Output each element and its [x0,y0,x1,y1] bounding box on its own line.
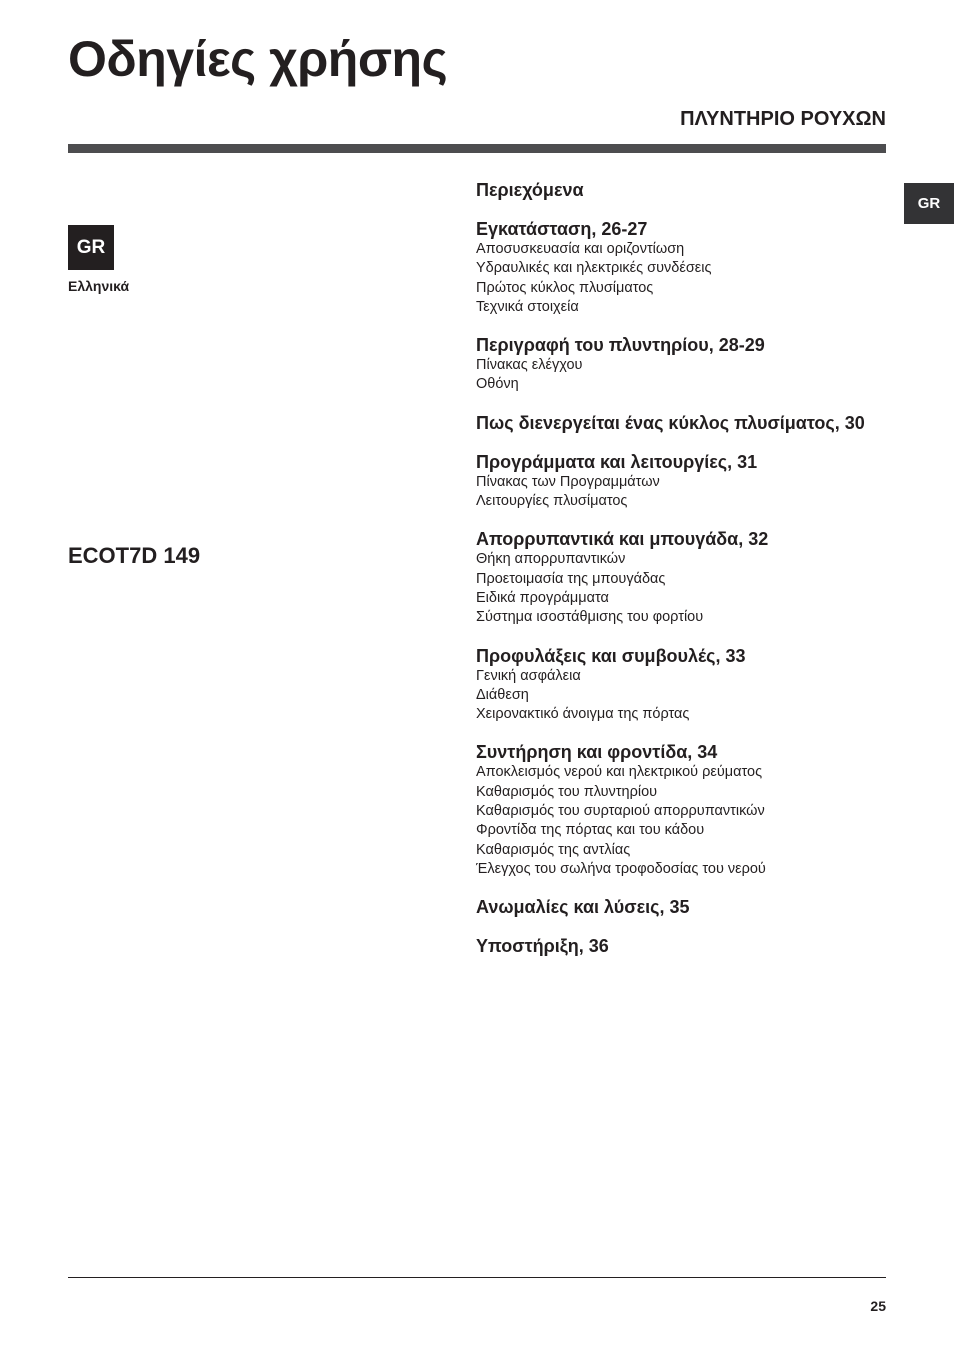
toc-item[interactable]: Χειρονακτικό άνοιγμα της πόρτας [476,706,690,723]
toc-item[interactable]: Πίνακας των Προγραμμάτων [476,473,660,490]
toc-item[interactable]: Πίνακας ελέγχου [476,357,583,374]
toc-item[interactable]: Διάθεση [476,686,529,703]
footer-divider [68,1277,886,1278]
toc-section [476,334,896,395]
toc-section-title[interactable]: Εγκατάσταση, 26-27 [476,219,648,239]
language-side-tab[interactable]: GR [904,183,954,224]
toc-item[interactable]: Έλεγχος του σωλήνα τροφοδοσίας του νερού [476,860,766,877]
toc-sections [476,218,896,957]
toc-section [476,451,896,512]
toc-item[interactable]: Αποσυσκευασία και οριζοντίωση [476,241,685,257]
toc-section [476,528,896,627]
toc-item[interactable]: Υδραυλικές και ηλεκτρικές συνδέσεις [476,260,712,277]
toc-item[interactable]: Ειδικά προγράμματα [476,589,609,606]
toc-section-title[interactable]: Πως διενεργείται ένας κύκλος πλυσίματος, 30 [476,412,865,433]
toc-section-title[interactable]: Απορρυπαντικά και μπουγάδα, 32 [476,529,769,550]
toc-section-title[interactable]: Προγράμματα και λειτουργίες, 31 [476,451,758,472]
toc-item[interactable]: Γενική ασφάλεια [476,667,581,684]
toc-item[interactable]: Φροντίδα της πόρτας και του κάδου [476,822,705,839]
toc-item[interactable]: Θήκη απορρυπαντικών [476,551,626,568]
toc-item[interactable]: Τεχνικά στοιχεία [476,298,579,315]
toc-heading: Περιεχόμενα [476,180,584,200]
toc-item[interactable]: Λειτουργίες πλυσίματος [476,493,628,510]
language-badge: GR [68,225,114,270]
model-number: ECOT7D 149 [68,543,201,568]
toc-section [476,412,896,434]
toc-section-title[interactable]: Υποστήριξη, 36 [476,936,609,957]
toc-item[interactable]: Καθαρισμός του πλυντηρίου [476,783,658,800]
toc-section [476,645,896,725]
header-divider [68,144,886,153]
toc-section-title[interactable]: Περιγραφή του πλυντηρίου, 28-29 [476,335,765,356]
page-number: 25 [870,1298,886,1314]
toc-section-title[interactable]: Ανωμαλίες και λύσεις, 35 [476,897,690,918]
document-title: Οδηγίες χρήσης [68,31,448,87]
toc-section [476,218,896,317]
toc-item[interactable]: Αποκλεισμός νερού και ηλεκτρικού ρεύματος [476,764,763,781]
table-of-contents [476,179,896,974]
toc-section [476,896,896,918]
toc-item[interactable]: Σύστημα ισοστάθμισης του φορτίου [476,609,704,626]
toc-item[interactable]: Πρώτος κύκλος πλυσίματος [476,279,654,296]
toc-item[interactable]: Οθόνη [476,376,519,393]
toc-item[interactable]: Καθαρισμός του συρταριού απορρυπαντικών [476,803,765,820]
language-label: Ελληνικά [68,278,130,294]
toc-section [476,741,896,879]
toc-section-title[interactable]: Συντήρηση και φροντίδα, 34 [476,742,718,763]
toc-section-title[interactable]: Προφυλάξεις και συμβουλές, 33 [476,645,746,666]
toc-section [476,935,896,957]
toc-item[interactable]: Προετοιμασία της μπουγάδας [476,570,666,587]
product-type-label: ΠΛΥΝΤΗΡΙΟ ΡΟΥΧΩΝ [680,108,886,130]
toc-item[interactable]: Καθαρισμός της αντλίας [476,841,631,858]
